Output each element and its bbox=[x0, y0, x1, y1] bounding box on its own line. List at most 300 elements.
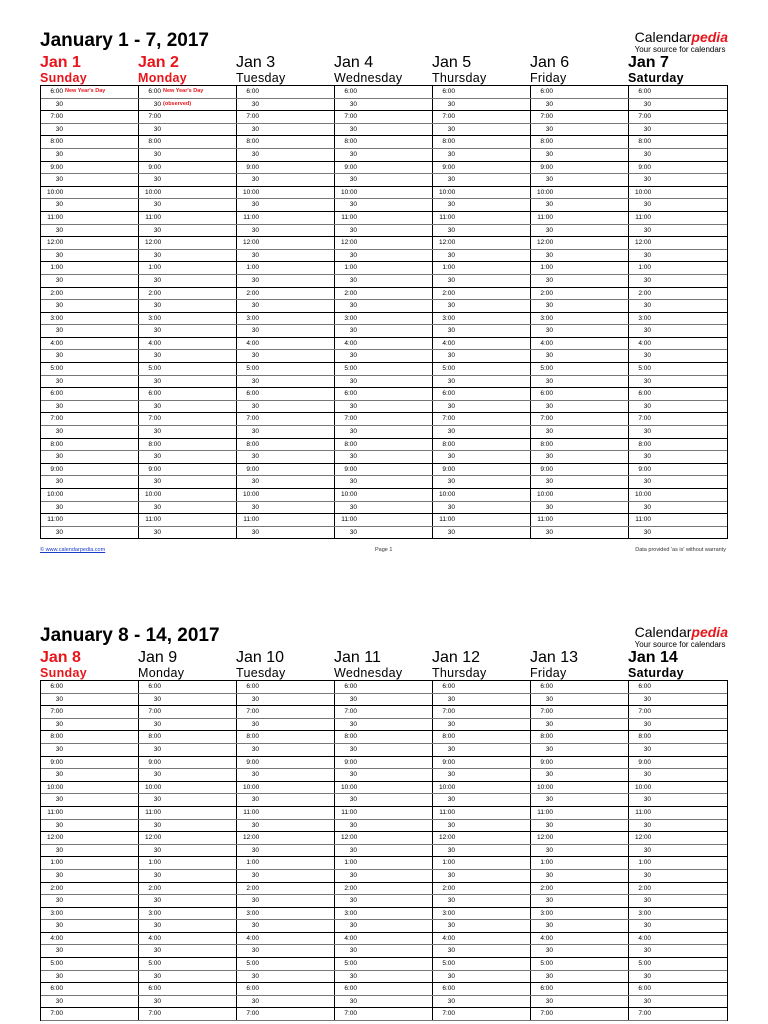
time-slot[interactable] bbox=[237, 338, 335, 350]
time-slot[interactable] bbox=[237, 124, 335, 136]
time-slot[interactable] bbox=[335, 706, 433, 718]
time-slot[interactable] bbox=[531, 895, 629, 907]
time-slot[interactable] bbox=[629, 225, 727, 237]
time-slot[interactable] bbox=[531, 162, 629, 174]
time-slot[interactable] bbox=[531, 719, 629, 731]
time-slot[interactable] bbox=[41, 883, 139, 895]
time-slot[interactable] bbox=[237, 464, 335, 476]
time-slot[interactable] bbox=[237, 162, 335, 174]
time-slot[interactable] bbox=[629, 237, 727, 249]
time-slot[interactable] bbox=[139, 451, 237, 463]
time-slot[interactable] bbox=[237, 237, 335, 249]
time-slot[interactable] bbox=[139, 439, 237, 451]
time-slot[interactable] bbox=[433, 845, 531, 857]
time-slot[interactable] bbox=[139, 86, 237, 98]
time-slot[interactable] bbox=[433, 199, 531, 211]
time-slot[interactable] bbox=[237, 719, 335, 731]
time-slot[interactable] bbox=[139, 945, 237, 957]
time-slot[interactable] bbox=[41, 363, 139, 375]
time-slot[interactable] bbox=[237, 136, 335, 148]
time-slot[interactable] bbox=[335, 820, 433, 832]
time-slot[interactable] bbox=[433, 288, 531, 300]
time-slot[interactable] bbox=[433, 731, 531, 743]
time-slot[interactable] bbox=[531, 439, 629, 451]
time-slot[interactable] bbox=[629, 313, 727, 325]
time-slot[interactable] bbox=[335, 338, 433, 350]
time-slot[interactable] bbox=[139, 832, 237, 844]
time-slot[interactable] bbox=[531, 212, 629, 224]
time-slot[interactable] bbox=[237, 857, 335, 869]
time-slot[interactable] bbox=[629, 820, 727, 832]
time-slot[interactable] bbox=[41, 300, 139, 312]
time-slot[interactable] bbox=[335, 514, 433, 526]
time-slot[interactable] bbox=[433, 212, 531, 224]
time-slot[interactable] bbox=[41, 983, 139, 995]
time-slot[interactable] bbox=[41, 857, 139, 869]
time-slot[interactable] bbox=[629, 933, 727, 945]
time-slot[interactable] bbox=[629, 111, 727, 123]
time-slot[interactable] bbox=[629, 983, 727, 995]
time-slot[interactable] bbox=[433, 300, 531, 312]
time-slot[interactable] bbox=[433, 124, 531, 136]
time-slot[interactable] bbox=[433, 275, 531, 287]
time-slot[interactable] bbox=[433, 883, 531, 895]
time-slot[interactable] bbox=[237, 99, 335, 111]
time-slot[interactable] bbox=[237, 275, 335, 287]
time-slot[interactable] bbox=[41, 971, 139, 983]
time-slot[interactable] bbox=[335, 807, 433, 819]
time-slot[interactable] bbox=[335, 476, 433, 488]
time-slot[interactable] bbox=[335, 350, 433, 362]
time-slot[interactable] bbox=[139, 794, 237, 806]
time-slot[interactable] bbox=[237, 933, 335, 945]
time-slot[interactable] bbox=[237, 895, 335, 907]
time-slot[interactable] bbox=[531, 1008, 629, 1020]
time-slot[interactable] bbox=[139, 111, 237, 123]
time-slot[interactable] bbox=[41, 807, 139, 819]
time-slot[interactable] bbox=[531, 832, 629, 844]
time-slot[interactable] bbox=[531, 681, 629, 693]
time-slot[interactable] bbox=[139, 250, 237, 262]
time-slot[interactable] bbox=[433, 857, 531, 869]
time-slot[interactable] bbox=[433, 694, 531, 706]
time-slot[interactable] bbox=[531, 820, 629, 832]
time-slot[interactable] bbox=[237, 86, 335, 98]
time-slot[interactable] bbox=[41, 162, 139, 174]
time-slot[interactable] bbox=[41, 933, 139, 945]
time-slot[interactable] bbox=[531, 971, 629, 983]
time-slot[interactable] bbox=[335, 782, 433, 794]
time-slot[interactable] bbox=[41, 694, 139, 706]
time-slot[interactable] bbox=[41, 719, 139, 731]
time-slot[interactable] bbox=[433, 401, 531, 413]
time-slot[interactable] bbox=[335, 237, 433, 249]
time-slot[interactable] bbox=[139, 920, 237, 932]
time-slot[interactable] bbox=[531, 807, 629, 819]
time-slot[interactable] bbox=[531, 149, 629, 161]
time-slot[interactable] bbox=[335, 681, 433, 693]
time-slot[interactable] bbox=[629, 439, 727, 451]
time-slot[interactable] bbox=[531, 769, 629, 781]
time-slot[interactable] bbox=[335, 225, 433, 237]
time-slot[interactable] bbox=[335, 1008, 433, 1020]
time-slot[interactable] bbox=[237, 694, 335, 706]
footer-link[interactable]: © www.calendarpedia.com bbox=[40, 547, 106, 553]
time-slot[interactable] bbox=[41, 845, 139, 857]
time-slot[interactable] bbox=[237, 439, 335, 451]
time-slot[interactable] bbox=[629, 376, 727, 388]
time-slot[interactable] bbox=[41, 794, 139, 806]
time-slot[interactable] bbox=[531, 845, 629, 857]
time-slot[interactable] bbox=[335, 996, 433, 1008]
time-slot[interactable] bbox=[531, 757, 629, 769]
time-slot[interactable] bbox=[237, 794, 335, 806]
time-slot[interactable] bbox=[139, 275, 237, 287]
time-slot[interactable] bbox=[433, 971, 531, 983]
time-slot[interactable] bbox=[433, 514, 531, 526]
time-slot[interactable] bbox=[139, 313, 237, 325]
time-slot[interactable] bbox=[139, 845, 237, 857]
time-slot[interactable] bbox=[335, 857, 433, 869]
time-slot[interactable] bbox=[139, 149, 237, 161]
time-slot[interactable] bbox=[531, 426, 629, 438]
time-slot[interactable] bbox=[139, 527, 237, 539]
time-slot[interactable] bbox=[237, 744, 335, 756]
time-slot[interactable] bbox=[531, 983, 629, 995]
time-slot[interactable] bbox=[41, 502, 139, 514]
time-slot[interactable] bbox=[41, 376, 139, 388]
time-slot[interactable] bbox=[629, 86, 727, 98]
time-slot[interactable] bbox=[237, 149, 335, 161]
time-slot[interactable] bbox=[41, 262, 139, 274]
time-slot[interactable] bbox=[335, 883, 433, 895]
time-slot[interactable] bbox=[531, 124, 629, 136]
time-slot[interactable] bbox=[139, 136, 237, 148]
time-slot[interactable] bbox=[139, 908, 237, 920]
time-slot[interactable] bbox=[433, 313, 531, 325]
time-slot[interactable] bbox=[433, 996, 531, 1008]
time-slot[interactable] bbox=[335, 451, 433, 463]
time-slot[interactable] bbox=[41, 782, 139, 794]
time-slot[interactable] bbox=[629, 401, 727, 413]
time-slot[interactable] bbox=[629, 782, 727, 794]
time-slot[interactable] bbox=[41, 681, 139, 693]
time-slot[interactable] bbox=[531, 262, 629, 274]
time-slot[interactable] bbox=[531, 86, 629, 98]
time-slot[interactable] bbox=[41, 187, 139, 199]
time-slot[interactable] bbox=[629, 920, 727, 932]
time-slot[interactable] bbox=[433, 225, 531, 237]
time-slot[interactable] bbox=[629, 1008, 727, 1020]
time-slot[interactable] bbox=[433, 769, 531, 781]
time-slot[interactable] bbox=[41, 464, 139, 476]
time-slot[interactable] bbox=[237, 313, 335, 325]
time-slot[interactable] bbox=[237, 514, 335, 526]
time-slot[interactable] bbox=[531, 870, 629, 882]
time-slot[interactable] bbox=[41, 908, 139, 920]
time-slot[interactable] bbox=[41, 338, 139, 350]
time-slot[interactable] bbox=[139, 694, 237, 706]
time-slot[interactable] bbox=[433, 426, 531, 438]
time-slot[interactable] bbox=[41, 313, 139, 325]
time-slot[interactable] bbox=[139, 288, 237, 300]
time-slot[interactable] bbox=[237, 757, 335, 769]
time-slot[interactable] bbox=[629, 857, 727, 869]
time-slot[interactable] bbox=[237, 225, 335, 237]
time-slot[interactable] bbox=[531, 731, 629, 743]
time-slot[interactable] bbox=[41, 124, 139, 136]
time-slot[interactable] bbox=[629, 350, 727, 362]
time-slot[interactable] bbox=[139, 401, 237, 413]
time-slot[interactable] bbox=[629, 527, 727, 539]
time-slot[interactable] bbox=[531, 401, 629, 413]
time-slot[interactable] bbox=[629, 212, 727, 224]
time-slot[interactable] bbox=[335, 971, 433, 983]
time-slot[interactable] bbox=[139, 1008, 237, 1020]
time-slot[interactable] bbox=[237, 681, 335, 693]
time-slot[interactable] bbox=[433, 983, 531, 995]
time-slot[interactable] bbox=[433, 794, 531, 806]
time-slot[interactable] bbox=[335, 719, 433, 731]
time-slot[interactable] bbox=[629, 162, 727, 174]
time-slot[interactable] bbox=[531, 502, 629, 514]
time-slot[interactable] bbox=[237, 945, 335, 957]
time-slot[interactable] bbox=[139, 983, 237, 995]
time-slot[interactable] bbox=[531, 199, 629, 211]
time-slot[interactable] bbox=[433, 489, 531, 501]
time-slot[interactable] bbox=[41, 426, 139, 438]
time-slot[interactable] bbox=[335, 426, 433, 438]
time-slot[interactable] bbox=[531, 237, 629, 249]
time-slot[interactable] bbox=[531, 958, 629, 970]
time-slot[interactable] bbox=[629, 794, 727, 806]
time-slot[interactable] bbox=[531, 857, 629, 869]
time-slot[interactable] bbox=[335, 149, 433, 161]
time-slot[interactable] bbox=[237, 983, 335, 995]
time-slot[interactable] bbox=[335, 757, 433, 769]
time-slot[interactable] bbox=[433, 782, 531, 794]
time-slot[interactable] bbox=[41, 832, 139, 844]
time-slot[interactable] bbox=[139, 895, 237, 907]
time-slot[interactable] bbox=[433, 363, 531, 375]
time-slot[interactable] bbox=[41, 958, 139, 970]
time-slot[interactable] bbox=[139, 757, 237, 769]
time-slot[interactable] bbox=[335, 288, 433, 300]
time-slot[interactable] bbox=[139, 363, 237, 375]
time-slot[interactable] bbox=[629, 124, 727, 136]
time-slot[interactable] bbox=[531, 451, 629, 463]
time-slot[interactable] bbox=[237, 376, 335, 388]
time-slot[interactable] bbox=[335, 413, 433, 425]
time-slot[interactable] bbox=[531, 794, 629, 806]
time-slot[interactable] bbox=[433, 719, 531, 731]
time-slot[interactable] bbox=[433, 920, 531, 932]
time-slot[interactable] bbox=[41, 413, 139, 425]
time-slot[interactable] bbox=[433, 325, 531, 337]
time-slot[interactable] bbox=[531, 744, 629, 756]
time-slot[interactable] bbox=[139, 325, 237, 337]
time-slot[interactable] bbox=[41, 401, 139, 413]
time-slot[interactable] bbox=[433, 237, 531, 249]
time-slot[interactable] bbox=[335, 731, 433, 743]
time-slot[interactable] bbox=[237, 1008, 335, 1020]
time-slot[interactable] bbox=[237, 426, 335, 438]
time-slot[interactable] bbox=[433, 451, 531, 463]
time-slot[interactable] bbox=[629, 706, 727, 718]
time-slot[interactable] bbox=[433, 413, 531, 425]
time-slot[interactable] bbox=[433, 86, 531, 98]
time-slot[interactable] bbox=[335, 174, 433, 186]
time-slot[interactable] bbox=[237, 388, 335, 400]
time-slot[interactable] bbox=[531, 527, 629, 539]
time-slot[interactable] bbox=[335, 439, 433, 451]
time-slot[interactable] bbox=[629, 451, 727, 463]
time-slot[interactable] bbox=[335, 464, 433, 476]
time-slot[interactable] bbox=[433, 464, 531, 476]
time-slot[interactable] bbox=[433, 706, 531, 718]
time-slot[interactable] bbox=[531, 325, 629, 337]
time-slot[interactable] bbox=[629, 895, 727, 907]
time-slot[interactable] bbox=[41, 476, 139, 488]
time-slot[interactable] bbox=[433, 527, 531, 539]
time-slot[interactable] bbox=[41, 731, 139, 743]
time-slot[interactable] bbox=[139, 502, 237, 514]
time-slot[interactable] bbox=[531, 250, 629, 262]
time-slot[interactable] bbox=[139, 958, 237, 970]
time-slot[interactable] bbox=[139, 996, 237, 1008]
time-slot[interactable] bbox=[629, 388, 727, 400]
time-slot[interactable] bbox=[433, 933, 531, 945]
time-slot[interactable] bbox=[237, 413, 335, 425]
time-slot[interactable] bbox=[433, 945, 531, 957]
time-slot[interactable] bbox=[531, 275, 629, 287]
time-slot[interactable] bbox=[531, 338, 629, 350]
time-slot[interactable] bbox=[41, 388, 139, 400]
time-slot[interactable] bbox=[335, 325, 433, 337]
time-slot[interactable] bbox=[629, 262, 727, 274]
time-slot[interactable] bbox=[41, 199, 139, 211]
time-slot[interactable] bbox=[237, 111, 335, 123]
time-slot[interactable] bbox=[41, 514, 139, 526]
time-slot[interactable] bbox=[335, 124, 433, 136]
time-slot[interactable] bbox=[41, 174, 139, 186]
time-slot[interactable] bbox=[139, 807, 237, 819]
time-slot[interactable] bbox=[629, 757, 727, 769]
time-slot[interactable] bbox=[41, 996, 139, 1008]
time-slot[interactable] bbox=[629, 426, 727, 438]
time-slot[interactable] bbox=[629, 883, 727, 895]
time-slot[interactable] bbox=[41, 744, 139, 756]
time-slot[interactable] bbox=[237, 908, 335, 920]
time-slot[interactable] bbox=[531, 187, 629, 199]
time-slot[interactable] bbox=[433, 262, 531, 274]
time-slot[interactable] bbox=[629, 958, 727, 970]
time-slot[interactable] bbox=[629, 908, 727, 920]
time-slot[interactable] bbox=[629, 174, 727, 186]
time-slot[interactable] bbox=[335, 694, 433, 706]
time-slot[interactable] bbox=[41, 1008, 139, 1020]
time-slot[interactable] bbox=[237, 250, 335, 262]
time-slot[interactable] bbox=[237, 769, 335, 781]
time-slot[interactable] bbox=[531, 514, 629, 526]
time-slot[interactable] bbox=[139, 769, 237, 781]
time-slot[interactable] bbox=[41, 451, 139, 463]
time-slot[interactable] bbox=[335, 99, 433, 111]
time-slot[interactable] bbox=[41, 237, 139, 249]
time-slot[interactable] bbox=[139, 681, 237, 693]
time-slot[interactable] bbox=[433, 250, 531, 262]
time-slot[interactable] bbox=[531, 363, 629, 375]
time-slot[interactable] bbox=[629, 807, 727, 819]
time-slot[interactable] bbox=[237, 187, 335, 199]
time-slot[interactable] bbox=[531, 945, 629, 957]
time-slot[interactable] bbox=[433, 832, 531, 844]
time-slot[interactable] bbox=[41, 225, 139, 237]
time-slot[interactable] bbox=[237, 451, 335, 463]
time-slot[interactable] bbox=[335, 908, 433, 920]
time-slot[interactable] bbox=[335, 136, 433, 148]
time-slot[interactable] bbox=[237, 174, 335, 186]
time-slot[interactable] bbox=[139, 99, 237, 111]
time-slot[interactable] bbox=[433, 350, 531, 362]
time-slot[interactable] bbox=[139, 212, 237, 224]
time-slot[interactable] bbox=[335, 401, 433, 413]
time-slot[interactable] bbox=[139, 870, 237, 882]
time-slot[interactable] bbox=[433, 136, 531, 148]
time-slot[interactable] bbox=[335, 983, 433, 995]
time-slot[interactable] bbox=[139, 744, 237, 756]
time-slot[interactable] bbox=[139, 376, 237, 388]
time-slot[interactable] bbox=[139, 883, 237, 895]
time-slot[interactable] bbox=[139, 300, 237, 312]
time-slot[interactable] bbox=[433, 895, 531, 907]
time-slot[interactable] bbox=[41, 489, 139, 501]
time-slot[interactable] bbox=[629, 187, 727, 199]
time-slot[interactable] bbox=[41, 350, 139, 362]
time-slot[interactable] bbox=[433, 870, 531, 882]
time-slot[interactable] bbox=[237, 883, 335, 895]
time-slot[interactable] bbox=[433, 820, 531, 832]
time-slot[interactable] bbox=[237, 920, 335, 932]
time-slot[interactable] bbox=[433, 388, 531, 400]
time-slot[interactable] bbox=[237, 300, 335, 312]
time-slot[interactable] bbox=[629, 769, 727, 781]
time-slot[interactable] bbox=[237, 958, 335, 970]
time-slot[interactable] bbox=[531, 908, 629, 920]
time-slot[interactable] bbox=[433, 162, 531, 174]
time-slot[interactable] bbox=[335, 794, 433, 806]
time-slot[interactable] bbox=[531, 225, 629, 237]
time-slot[interactable] bbox=[531, 706, 629, 718]
time-slot[interactable] bbox=[41, 527, 139, 539]
time-slot[interactable] bbox=[531, 288, 629, 300]
time-slot[interactable] bbox=[335, 262, 433, 274]
time-slot[interactable] bbox=[531, 111, 629, 123]
time-slot[interactable] bbox=[237, 363, 335, 375]
time-slot[interactable] bbox=[335, 489, 433, 501]
time-slot[interactable] bbox=[629, 502, 727, 514]
time-slot[interactable] bbox=[433, 908, 531, 920]
time-slot[interactable] bbox=[139, 237, 237, 249]
time-slot[interactable] bbox=[139, 426, 237, 438]
time-slot[interactable] bbox=[237, 199, 335, 211]
time-slot[interactable] bbox=[629, 136, 727, 148]
time-slot[interactable] bbox=[41, 769, 139, 781]
time-slot[interactable] bbox=[335, 388, 433, 400]
time-slot[interactable] bbox=[139, 933, 237, 945]
time-slot[interactable] bbox=[237, 832, 335, 844]
time-slot[interactable] bbox=[629, 288, 727, 300]
